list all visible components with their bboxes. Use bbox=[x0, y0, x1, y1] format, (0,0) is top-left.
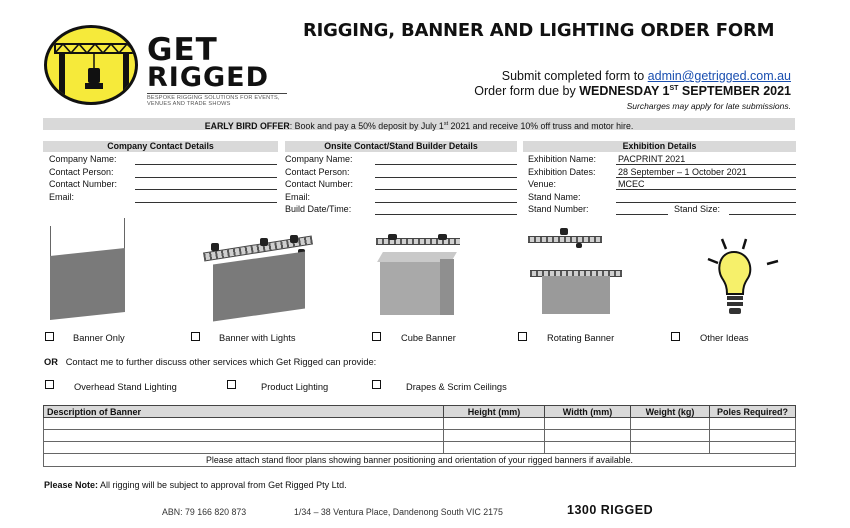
lightbulb-icon bbox=[702, 236, 784, 322]
motor-icon bbox=[388, 234, 397, 240]
form-row bbox=[49, 190, 278, 202]
brand-divider bbox=[147, 93, 287, 94]
field-input[interactable] bbox=[135, 191, 277, 203]
please-note-text: All rigging will be subject to approval from Get Rigged Pty Ltd. bbox=[98, 480, 347, 490]
table-cell[interactable] bbox=[710, 442, 796, 454]
brand-name-line1: GET bbox=[147, 32, 218, 68]
table-row bbox=[44, 418, 796, 430]
field-input[interactable] bbox=[616, 191, 796, 203]
banner-details-table bbox=[43, 405, 796, 467]
field-input[interactable]: MCEC bbox=[616, 178, 796, 190]
table-cell[interactable] bbox=[545, 430, 631, 442]
light-fixture-icon bbox=[290, 235, 298, 243]
exhibition-details-section bbox=[528, 153, 796, 215]
product-lighting-label: Product Lighting bbox=[261, 382, 329, 392]
table-cell[interactable] bbox=[631, 430, 710, 442]
table-cell[interactable] bbox=[44, 430, 444, 442]
please-note-label: Please Note: bbox=[44, 480, 99, 490]
field-label: Contact Number: bbox=[49, 179, 118, 190]
onsite-contact-section bbox=[285, 153, 517, 215]
field-label: Contact Number: bbox=[285, 179, 354, 190]
motor-icon bbox=[438, 234, 447, 240]
cube-banner-side bbox=[440, 259, 454, 315]
brand-name-line2: RIGGED bbox=[147, 62, 270, 93]
other-ideas-checkbox[interactable] bbox=[671, 332, 680, 341]
banner-only-illustration bbox=[50, 248, 125, 320]
form-row bbox=[285, 153, 517, 165]
banner-only-checkbox[interactable] bbox=[45, 332, 54, 341]
light-fixture-icon bbox=[260, 238, 268, 246]
form-row bbox=[49, 165, 278, 177]
due-date: WEDNESDAY 1ST SEPTEMBER 2021 bbox=[579, 84, 791, 98]
table-cell[interactable] bbox=[631, 442, 710, 454]
truss-logo-icon bbox=[47, 28, 138, 105]
stand-size-input[interactable] bbox=[729, 203, 796, 215]
field-label: Exhibition Name: bbox=[528, 154, 597, 165]
table-cell[interactable] bbox=[444, 430, 545, 442]
field-label: Venue: bbox=[528, 179, 557, 190]
col-height: Height (mm) bbox=[444, 406, 545, 418]
company-contact-section bbox=[49, 153, 278, 203]
form-row bbox=[528, 165, 796, 177]
field-label: Stand Name: bbox=[528, 191, 581, 202]
table-header-row bbox=[44, 406, 796, 418]
stand-size-label: Stand Size: bbox=[674, 203, 721, 214]
product-lighting-checkbox[interactable] bbox=[227, 380, 236, 389]
table-cell[interactable] bbox=[444, 442, 545, 454]
footer-abn: ABN: 79 166 820 873 bbox=[162, 507, 247, 517]
brand-tagline: BESPOKE RIGGING SOLUTIONS FOR EVENTS, VENUES AND TRADE SHOWS bbox=[147, 95, 280, 108]
field-label: Email: bbox=[285, 191, 311, 202]
form-row bbox=[528, 190, 796, 202]
overhead-stand-lighting-checkbox[interactable] bbox=[45, 380, 54, 389]
table-cell[interactable] bbox=[44, 442, 444, 454]
field-label: Build Date/Time: bbox=[285, 203, 352, 214]
form-row bbox=[528, 153, 796, 165]
due-prefix: Order form due by bbox=[474, 84, 580, 98]
submit-instructions bbox=[502, 69, 791, 83]
motor-icon bbox=[576, 243, 582, 248]
field-input[interactable] bbox=[375, 203, 517, 215]
field-label: Company Name: bbox=[285, 154, 353, 165]
table-cell[interactable] bbox=[545, 418, 631, 430]
banner-with-lights-checkbox[interactable] bbox=[191, 332, 200, 341]
form-row bbox=[285, 190, 517, 202]
surcharge-note: Surcharges may apply for late submissions. bbox=[626, 101, 791, 111]
field-input[interactable] bbox=[135, 178, 277, 190]
early-bird-offer-banner: EARLY BIRD OFFER: Book and pay a 50% deposit by July 1st 2021 and receive 10% off truss and motor hire. bbox=[43, 118, 795, 130]
cube-banner-checkbox[interactable] bbox=[372, 332, 381, 341]
submit-email-link[interactable]: admin@getrigged.com.au bbox=[647, 69, 791, 83]
field-input[interactable] bbox=[375, 178, 517, 190]
table-note: Please attach stand floor plans showing banner positioning and orientation of your rigged banners if available. bbox=[44, 454, 796, 467]
col-poles: Poles Required? bbox=[710, 406, 796, 418]
rotating-banner-label: Rotating Banner bbox=[547, 333, 615, 343]
field-input[interactable] bbox=[375, 153, 517, 165]
logo-emblem bbox=[44, 25, 138, 105]
table-cell[interactable] bbox=[710, 430, 796, 442]
field-input[interactable] bbox=[616, 203, 668, 215]
col-weight: Weight (kg) bbox=[631, 406, 710, 418]
form-title: RIGGING, BANNER AND LIGHTING ORDER FORM bbox=[303, 20, 775, 41]
please-note bbox=[44, 480, 347, 490]
offer-label: EARLY BIRD OFFER bbox=[204, 120, 290, 131]
field-label: Contact Person: bbox=[49, 166, 114, 177]
col-width: Width (mm) bbox=[545, 406, 631, 418]
field-input[interactable] bbox=[135, 153, 277, 165]
field-label: Exhibition Dates: bbox=[528, 166, 596, 177]
field-input[interactable] bbox=[375, 166, 517, 178]
table-cell[interactable] bbox=[631, 418, 710, 430]
footer-phone: 1300 RIGGED bbox=[567, 503, 654, 517]
banner-only-label: Banner Only bbox=[73, 333, 125, 343]
footer-address: 1/34 – 38 Ventura Place, Dandenong South VIC 2175 bbox=[294, 507, 503, 517]
field-label: Stand Number: bbox=[528, 203, 589, 214]
drapes-scrim-ceilings-checkbox[interactable] bbox=[372, 380, 381, 389]
form-row bbox=[49, 178, 278, 190]
submit-prefix: Submit completed form to bbox=[501, 69, 648, 83]
field-label: Email: bbox=[49, 191, 75, 202]
overhead-stand-lighting-label: Overhead Stand Lighting bbox=[74, 382, 177, 392]
light-fixture-icon bbox=[211, 243, 219, 251]
table-row bbox=[44, 430, 796, 442]
form-row bbox=[285, 203, 517, 215]
onsite-contact-heading: Onsite Contact/Stand Builder Details bbox=[285, 141, 517, 152]
field-input[interactable] bbox=[375, 191, 517, 203]
table-cell[interactable] bbox=[44, 418, 444, 430]
contact-request-line bbox=[44, 357, 376, 367]
drapes-scrim-ceilings-label: Drapes & Scrim Ceilings bbox=[406, 382, 507, 392]
table-cell[interactable] bbox=[444, 418, 545, 430]
field-label: Company Name: bbox=[49, 154, 117, 165]
field-label: Contact Person: bbox=[285, 166, 350, 177]
table-cell[interactable] bbox=[545, 442, 631, 454]
field-input[interactable] bbox=[135, 166, 277, 178]
due-date-line bbox=[474, 84, 791, 98]
rotating-banner-illustration bbox=[542, 276, 610, 314]
company-contact-heading: Company Contact Details bbox=[43, 141, 278, 152]
table-note-row bbox=[44, 454, 796, 467]
cube-banner-label: Cube Banner bbox=[401, 333, 456, 343]
truss-illustration bbox=[528, 236, 602, 243]
form-row bbox=[285, 178, 517, 190]
banner-with-lights-illustration bbox=[213, 252, 305, 322]
contact-request-text: Contact me to further discuss other services which Get Rigged can provide: bbox=[65, 357, 377, 367]
motor-icon bbox=[560, 228, 568, 235]
or-label: OR bbox=[44, 357, 58, 367]
banner-with-lights-label: Banner with Lights bbox=[219, 333, 296, 343]
table-cell[interactable] bbox=[710, 418, 796, 430]
table-row bbox=[44, 442, 796, 454]
field-input[interactable]: PACPRINT 2021 bbox=[616, 153, 796, 165]
col-description: Description of Banner bbox=[44, 406, 444, 418]
form-row bbox=[528, 178, 796, 190]
form-row bbox=[285, 165, 517, 177]
exhibition-details-heading: Exhibition Details bbox=[523, 141, 796, 152]
other-ideas-label: Other Ideas bbox=[700, 333, 749, 343]
form-row bbox=[49, 153, 278, 165]
form-row bbox=[528, 203, 796, 215]
field-input[interactable]: 28 September – 1 October 2021 bbox=[616, 166, 796, 178]
rotating-banner-checkbox[interactable] bbox=[518, 332, 527, 341]
